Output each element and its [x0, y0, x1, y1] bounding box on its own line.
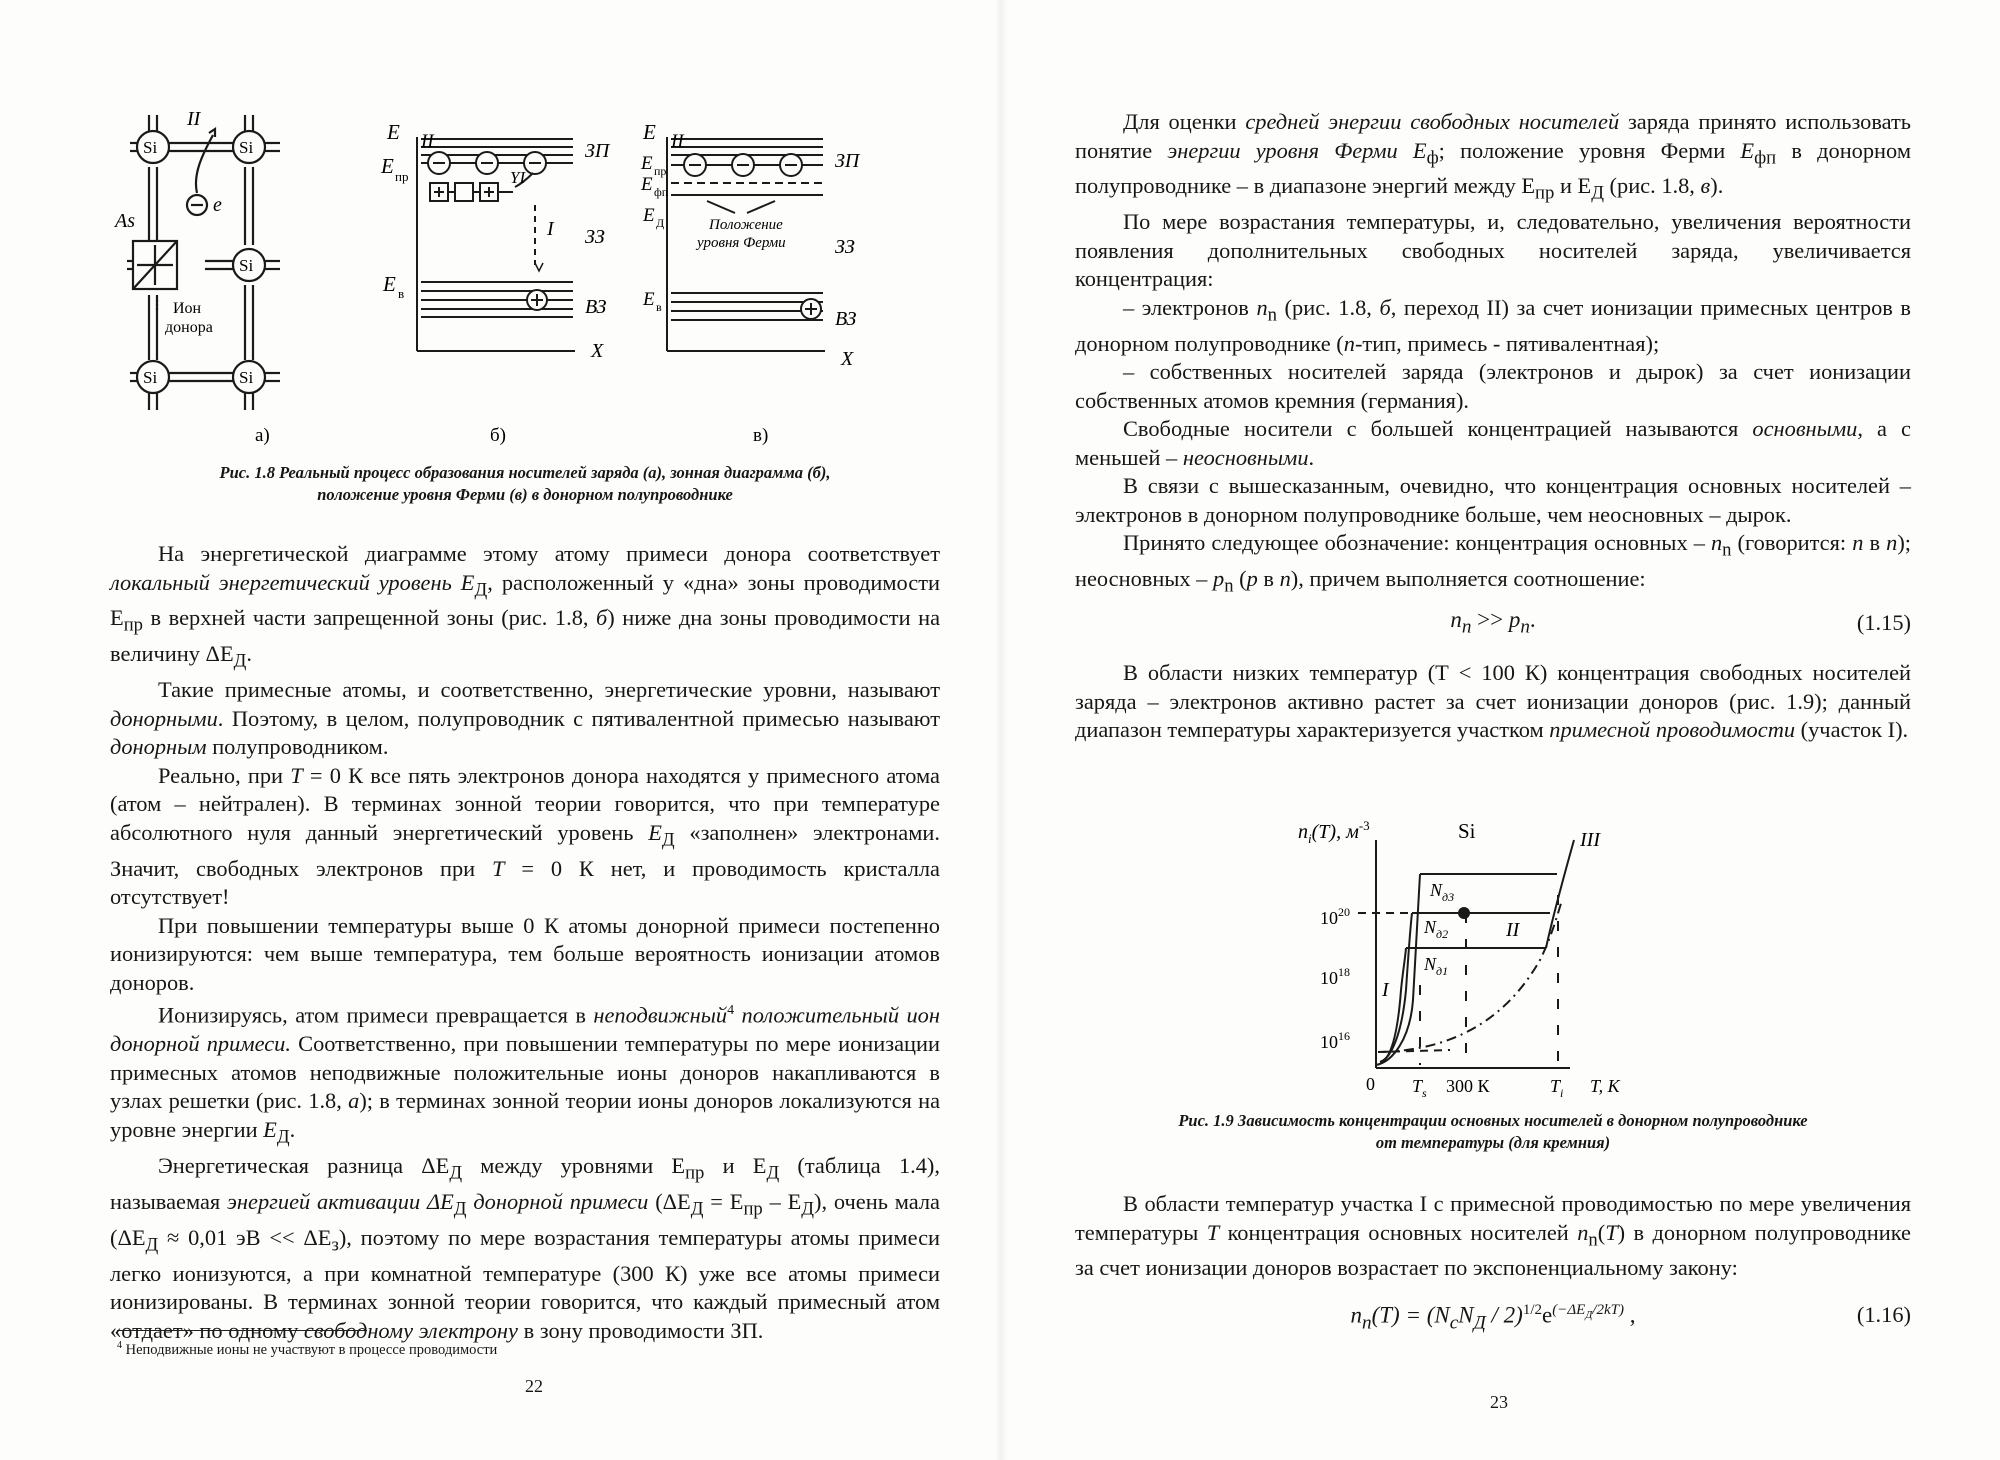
band-c-e-d-sub: Д [656, 216, 665, 230]
band-b-cb: ЗП [585, 140, 610, 162]
band-b-e-pr: E [381, 154, 394, 178]
caption-line: Рис. 1.8 Реальный процесс образования носителей заряда (а), зонная диаграмма (б), [219, 463, 831, 482]
figure-1-9 [1270, 800, 1690, 1100]
figure-1-8 [115, 95, 925, 455]
region-i-label: I [1382, 979, 1389, 1001]
band-b-ii: II [421, 131, 434, 152]
equation-body: $n_n >> p_n$. [1450, 607, 1536, 638]
equation-body: $n_n(T) = (N_cN_Д / 2)^{1/2}e^{(-\Delta E_Д/2kT)}$ , [1350, 1302, 1636, 1334]
ion-label-line2: донора [165, 319, 213, 336]
ion-label-line1: Ион [173, 300, 202, 317]
band-b-e-v: E [383, 272, 396, 296]
level-label-n-d1: $N_{д1}$ [1424, 954, 1449, 978]
band-c-e-d: E [643, 205, 655, 226]
lattice-diagram [127, 115, 280, 410]
band-c-e-fp: E [641, 174, 653, 195]
figure-1-8-caption [110, 462, 940, 506]
x-tick-ti: $T_i$ [1550, 1076, 1564, 1100]
band-c-e-pr-sub: пр [654, 164, 667, 178]
figure-1-9-caption [1075, 1110, 1911, 1154]
level-label-n-d2: $N_{д2}$ [1424, 917, 1449, 941]
band-c-vb: ВЗ [835, 308, 857, 330]
footnote-divider [117, 1330, 367, 1331]
equation-1-16 [1075, 1287, 1911, 1347]
band-b-e-v-sub: в [398, 286, 405, 301]
footnote: $^4$ Неподвижные ионы не участвуют в процессе проводимости [117, 1340, 498, 1358]
x-tick-ts: $T_s$ [1412, 1076, 1427, 1100]
right-page [1000, 0, 2000, 1460]
caption-line: от температуры (для кремния) [1375, 1133, 1611, 1152]
paragraph: Такие примесные атомы, и соответственно, энергетические уровни, называют донорными. Поэтому, в целом, полупроводник с пятивалентной примесью называют донорным полупроводником. [110, 677, 940, 760]
left-body-text [110, 540, 940, 1345]
right-body-text-top [1075, 108, 1911, 745]
paragraph: Для оценки средней энергии свободных носителей заряда принято использовать понятие энергии уровня Ферми $E_ф$; положение уровня Ферми $E_{фп}$ в донорном полупроводнике – в диапазоне энергий между $E_{пр}$ и $E_Д$ (рис. 1.8, в). [1075, 109, 1911, 204]
caption-line: положение уровня Ферми (в) в донорном полупроводнике [317, 485, 733, 504]
level-label-n-d3: $N_{д3}$ [1430, 880, 1455, 904]
x-tick-300k: 300 К [1446, 1076, 1490, 1096]
intrinsic-dashdot-curve [1382, 900, 1562, 1052]
si-atom-label: Si [143, 138, 158, 157]
band-b-e-pr-sub: пр [395, 169, 409, 184]
band-b-axis-e: E [387, 120, 400, 144]
y-tick-1e16: $10^{16}$ [1320, 1029, 1350, 1052]
paragraph: По мере возрастания температуры, и, следовательно, увеличения вероятности появления дополнительных свободных носителей заряда, увеличивается концентрация: [1075, 209, 1911, 292]
paragraph: Свободные носители с большей концентрацией называются основными, а с меньшей – неосновными. [1075, 416, 1911, 470]
sublabel-a: а) [255, 425, 270, 446]
sublabel-b: б) [490, 425, 506, 446]
paragraph: При повышении температуры выше 0 К атомы донорной примеси постепенно ионизируются: чем выше температура, тем больше вероятность ионизации атомов доноров. [110, 912, 940, 995]
band-b-vb: ВЗ [585, 296, 607, 318]
paragraph: Принято следующее обозначение: концентрация основных – $n_n$ (говорится: n в n); неосновных – $p_n$ (p в n), причем выполняется соотношение: [1075, 530, 1911, 597]
band-c-e-v-sub: в [656, 300, 662, 314]
band-c-e-fp-sub: фп [654, 185, 669, 199]
page-number-right: 23 [1490, 1392, 1508, 1412]
band-b-transition-i: I [547, 218, 554, 240]
equation-number: (1.16) [1856, 1301, 1911, 1327]
band-c-x: X [841, 348, 854, 370]
band-b-x: X [591, 340, 604, 362]
right-body-text-bottom [1075, 1190, 1911, 1347]
paragraph: Реально, при T = 0 К все пять электронов донора находятся у примесного атома (атом – нейтрален). В терминах зонной теории говорится, что при температуре абсолютного нуля данный энергетический уровень $E_Д$ «заполнен» электронами. Значит, свободных электронов при T = 0 К нет, и проводимость кристалла отсутствует! [110, 762, 940, 910]
y-axis-label: $n_i(T)$, $м^{-3}$ [1298, 818, 1370, 846]
band-c-e-pr: E [641, 153, 653, 174]
paragraph: – электронов $n_n$ (рис. 1.8, б, переход II) за счет ионизации примесных центров в донорном полупроводнике (n-тип, примесь - пятивалентная); [1075, 294, 1911, 356]
electron-label: e [213, 194, 222, 216]
region-iii-label: III [1580, 829, 1600, 851]
si-atom-label: Si [143, 368, 158, 387]
band-c-e-v: E [643, 289, 655, 310]
transition-ii-label: II [187, 108, 201, 130]
equation-number: (1.15) [1856, 610, 1911, 636]
si-atom-label: Si [239, 138, 254, 157]
paragraph: Энергетическая разница $\Delta E_Д$ между уровнями $E_{пр}$ и $E_Д$ (таблица 1.4), называемая энергией активации $\Delta E_Д$ донорной примеси $(\Delta E_Д = E_{пр} - E_Д)$, очень мала ($\Delta E_Д \approx 0,01$ эВ << $\Delta E_з$), поэтому по мере возрастания температуры атомы примеси легко ионизуются, а при комнатной температуре (300 К) уже все атомы примеси ионизированы. В терминах зонной теории говорится, что каждый примесный атом «отдает» по одному свободному электрону в зону проводимости ЗП. [110, 1152, 940, 1343]
paragraph: В связи с вышесказанным, очевидно, что концентрация основных носителей – электронов в донорном полупроводнике больше, чем неосновных – дырок. [1075, 473, 1911, 527]
band-c-cb: ЗП [835, 150, 860, 172]
fermi-label-line1: Положение [709, 217, 783, 233]
y-tick-1e18: $10^{18}$ [1320, 965, 1350, 988]
paragraph: В области температур участка I с примесной проводимостью по мере увеличения температуры T концентрация основных носителей $n_n(T)$ в донорном полупроводнике за счет ионизации доноров возрастает по экспоненциальному закону: [1075, 1191, 1911, 1281]
band-c-gap: ЗЗ [835, 236, 855, 258]
band-c-axis-e: E [643, 120, 656, 144]
y-tick-1e20: $10^{20}$ [1320, 905, 1350, 928]
equation-1-15 [1075, 601, 1911, 647]
region-ii-label: II [1506, 919, 1520, 941]
sublabel-c: в) [753, 425, 769, 446]
page-number-left: 22 [525, 1376, 543, 1396]
si-atom-label: Si [239, 368, 254, 387]
si-atom-label: Si [239, 256, 254, 275]
paragraph: В области низких температур (Т < 100 К) концентрация свободных носителей заряда – электронов активно растет за счет ионизации доноров (рис. 1.9); данный диапазон температуры характеризуется участком примесной проводимости (участок I). [1075, 660, 1911, 743]
as-label: As [115, 210, 135, 232]
paragraph: Ионизируясь, атом примеси превращается в неподвижный$^4$ положительный ион донорной примеси. Соответственно, при повышении температуры по мере ионизации примесных атомов неподвижные положительные ионы доноров накапливаются в узлах решетки (рис. 1.8, а); в терминах зонной теории ионы доноров локализуются на уровне энергии $E_Д$. [110, 1002, 941, 1148]
origin-label: 0 [1366, 1074, 1375, 1094]
band-b-gap: ЗЗ [585, 226, 605, 248]
operating-point [1458, 907, 1470, 919]
intrinsic-curve-iii [1546, 840, 1574, 948]
x-axis-label: T, K [1590, 1076, 1620, 1096]
material-label: Si [1458, 819, 1476, 843]
caption-line: Рис. 1.9 Зависимость концентрации основных носителей в донорном полупроводнике [1178, 1111, 1808, 1130]
band-c-ii: II [671, 131, 684, 152]
paragraph: – собственных носителей заряда (электронов и дырок) за счет ионизации собственных атомов кремния (германия). [1075, 359, 1911, 413]
paragraph: На энергетической диаграмме этому атому примеси донора соответствует локальный энергетический уровень $E_Д$, расположенный у «дна» зоны проводимости $E_{пр}$ в верхней части запрещенной зоны (рис. 1.8, б) ниже дна зоны проводимости на величину $\Delta E_Д$. [110, 541, 941, 672]
band-b-yi: YI [510, 168, 526, 187]
fermi-label-line2: уровня Ферми [697, 235, 786, 251]
band-diagram-b [417, 137, 575, 351]
